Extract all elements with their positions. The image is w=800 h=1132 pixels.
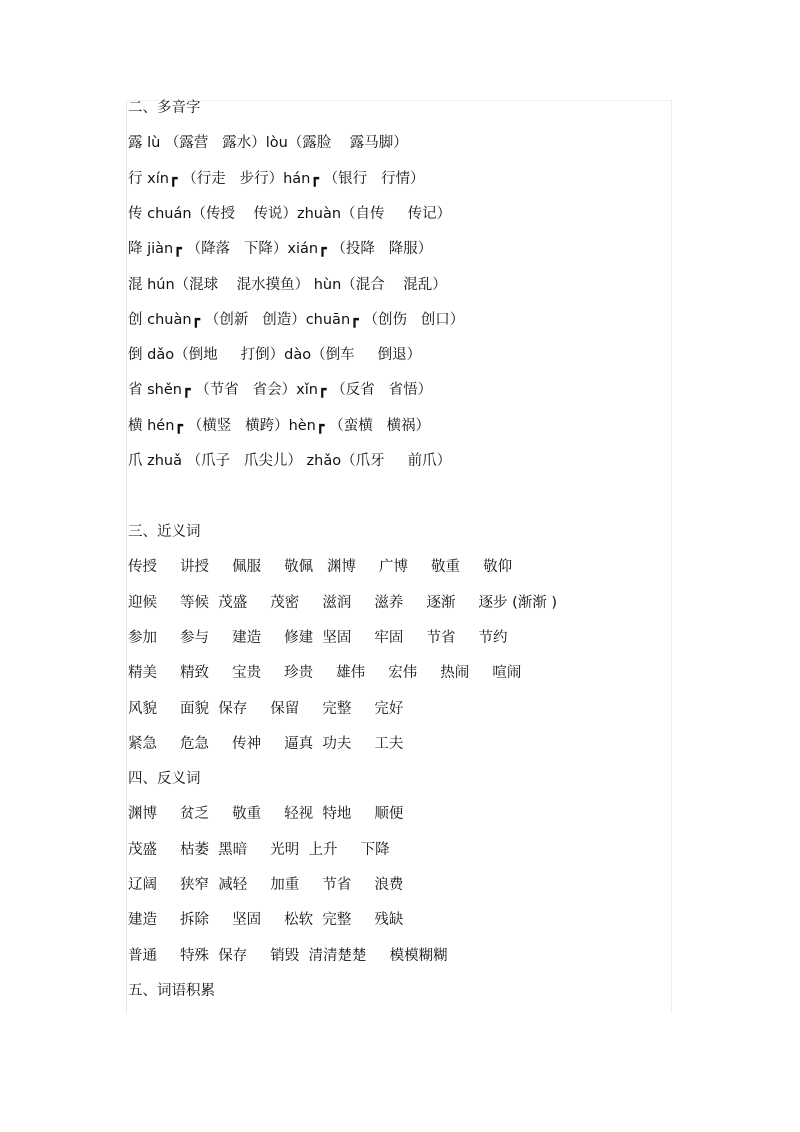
antonym-line: 普通 特殊 保存 销毁 清清楚楚 模模糊糊 [128,948,448,964]
synonym-line: 传授 讲授 佩服 敬佩 渊博 广博 敬重 敬仰 [128,559,513,575]
synonym-line: 参加 参与 建造 修建 坚固 牢固 节省 节约 [128,630,508,646]
polyphone-line: 创 chuàn┏ （创新 创造）chuān┏ （创伤 创口） [128,312,465,328]
section-heading-synonyms: 三、近义词 [128,524,201,540]
section-heading-antonyms: 四、反义词 [128,771,201,787]
polyphone-line: 行 xín┏ （行走 步行）hán┏ （银行 行情） [128,171,425,187]
polyphone-line: 倒 dǎo（倒地 打倒）dào（倒车 倒退） [128,347,422,363]
synonym-line: 迎候 等候 茂盛 茂密 滋润 滋养 逐渐 逐步 (渐渐 ) [128,595,558,611]
polyphone-line: 降 jiàn┏ （降落 下降）xián┏ （投降 降服） [128,241,433,257]
antonym-line: 渊博 贫乏 敬重 轻视 特地 顺便 [128,806,404,822]
polyphone-line: 爪 zhuǎ （爪子 爪尖儿） zhǎo（爪牙 前爪） [128,453,452,469]
antonym-line: 辽阔 狭窄 减轻 加重 节省 浪费 [128,877,404,893]
synonym-line: 精美 精致 宝贵 珍贵 雄伟 宏伟 热闹 喧闹 [128,665,522,681]
polyphone-line: 混 hún（混球 混水摸鱼） hùn（混合 混乱） [128,277,447,293]
synonym-line: 风貌 面貌 保存 保留 完整 完好 [128,701,404,717]
polyphone-line: 露 lù （露营 露水）lòu（露脸 露马脚） [128,135,408,151]
antonym-line: 建造 拆除 坚固 松软 完整 残缺 [128,912,404,928]
section-heading-polyphones: 二、多音字 [128,100,201,116]
polyphone-line: 横 hén┏ （横竖 横跨）hèn┏ （蛮横 横祸） [128,418,431,434]
polyphone-line: 传 chuán（传授 传说）zhuàn（自传 传记） [128,206,452,222]
antonym-line: 茂盛 枯萎 黑暗 光明 上升 下降 [128,842,390,858]
section-heading-vocabulary: 五、词语积累 [128,983,215,999]
polyphone-line: 省 shěn┏ （节省 省会）xǐn┏ （反省 省悟） [128,382,433,398]
synonym-line: 紧急 危急 传神 逼真 功夫 工夫 [128,736,404,752]
